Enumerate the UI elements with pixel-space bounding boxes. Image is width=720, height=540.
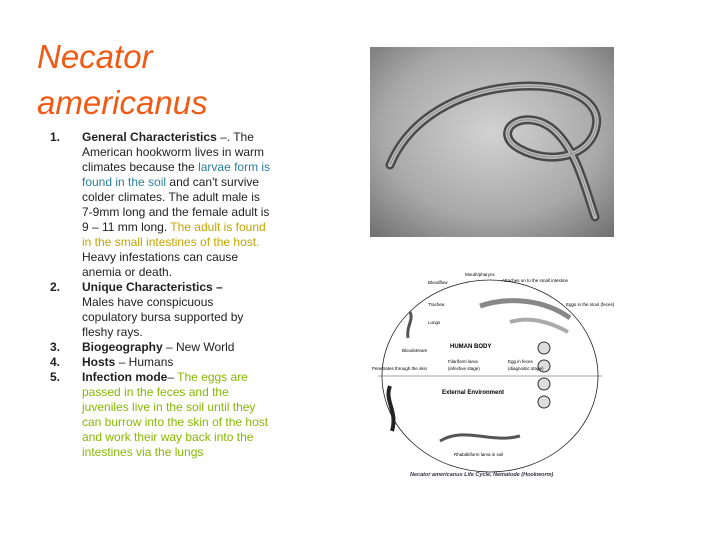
life-cycle-diagram	[370, 266, 620, 484]
svg-text:Bloodstream: Bloodstream	[402, 348, 428, 353]
list-item-unique: 2. Unique Characteristics – Males have conspicuous copulatory bursa supported by fleshy rays.	[36, 280, 272, 340]
item-number: 4.	[49, 355, 60, 369]
hookworm-photo	[370, 47, 614, 237]
svg-text:Penetrates through the skin: Penetrates through the skin	[372, 366, 428, 371]
egg-icon	[538, 342, 550, 354]
item-label: Infection mode	[82, 370, 168, 384]
adult-worm-icon	[480, 301, 570, 318]
list-item-general: 1. General Characteristics –. The American hookworm lives in warm climates because the larvae form is found in the soil and can't survive colder climates. The adult male is 7-9mm long and the female adult is 9 – 11 mm long. The adult is found in the small intestines of the host. Heavy infestations can cause anemia or death.	[36, 130, 272, 280]
item-number: 3.	[49, 340, 60, 354]
list-item-biogeography: 3. Biogeography – New World	[36, 340, 272, 355]
svg-text:(infective stage): (infective stage)	[448, 366, 480, 371]
item-label: Hosts	[82, 355, 116, 369]
human-body-label: HUMAN BODY	[450, 344, 492, 350]
larva-icon	[408, 312, 411, 338]
svg-text:Filariform larva: Filariform larva	[448, 359, 478, 364]
svg-text:Lungs: Lungs	[428, 320, 441, 325]
item-number: 1.	[49, 130, 60, 144]
egg-icon	[538, 396, 550, 408]
item-label: Biogeography	[82, 340, 163, 354]
list-item-infection: 5. Infection mode– The eggs are passed in the feces and the juveniles live in the soil until they can burrow into the skin of the host and work their way back into the intestines via the lungs	[36, 370, 272, 460]
external-env-label: External Environment	[442, 390, 505, 396]
list-item-hosts: 4. Hosts – Humans	[36, 355, 272, 370]
page-title: Necator americanus	[37, 38, 208, 121]
item-number: 2.	[49, 280, 60, 294]
item-label: Unique Characteristics –	[82, 280, 223, 294]
svg-text:(diagnostic stage): (diagnostic stage)	[508, 366, 544, 371]
svg-text:Attaches on to the small intes: Attaches on to the small intestine	[502, 278, 569, 283]
svg-text:Rhabditiform larva in soil: Rhabditiform larva in soil	[454, 452, 504, 457]
svg-text:Egg in feces: Egg in feces	[508, 359, 533, 364]
adult-worm-icon	[510, 320, 568, 332]
svg-text:Bloodflow: Bloodflow	[428, 280, 448, 285]
egg-icon	[538, 378, 550, 390]
filariform-larva-icon	[388, 386, 393, 431]
svg-text:Trachea: Trachea	[428, 302, 445, 307]
item-number: 5.	[49, 370, 60, 384]
svg-text:Mouth/pharynx: Mouth/pharynx	[465, 272, 495, 277]
characteristics-list	[36, 130, 272, 460]
diagram-caption: Necator americanus Life Cycle, Nematode (Hookworm)	[410, 472, 554, 478]
svg-text:Eggs in the stool (feces): Eggs in the stool (feces)	[566, 302, 615, 307]
item-label: General Characteristics	[82, 130, 217, 144]
rhabditiform-larva-icon	[440, 435, 520, 441]
